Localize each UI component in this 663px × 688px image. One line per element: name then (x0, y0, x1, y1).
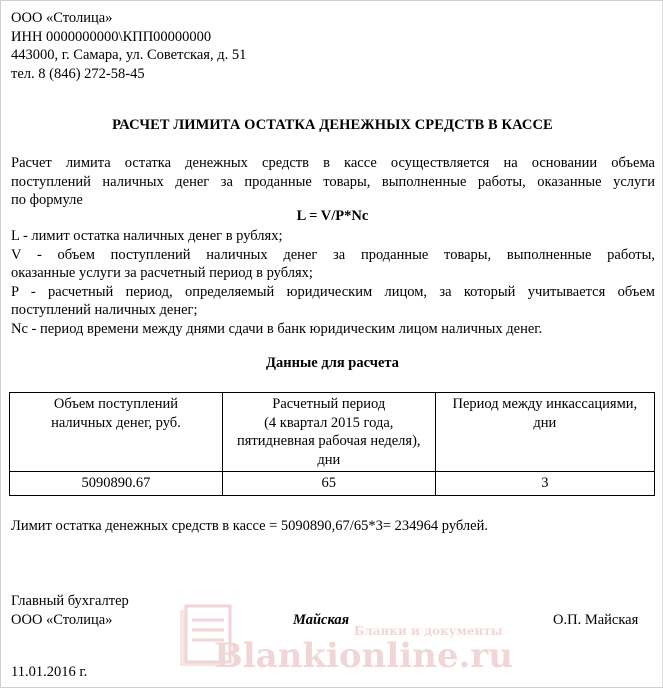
signature-org: ООО «Столица» (11, 612, 113, 628)
value-volume: 5090890.67 (10, 472, 223, 496)
organization-header (11, 9, 246, 83)
limit-result: Лимит остатка денежных средств в кассе = 5090890,67/65*3= 234964 рублей. (11, 518, 488, 534)
definition-P-line-2: поступлений наличных денег; (11, 302, 198, 318)
definitions (11, 227, 655, 338)
signature-name: О.П. Майская (553, 612, 639, 628)
formula: L = V/P*Nc (296, 208, 369, 224)
header-cell-collection-period (435, 393, 654, 472)
header-volume-line-2: наличных денег, руб. (51, 414, 181, 431)
header-period-line-1: Расчетный период (272, 396, 386, 412)
intro-line-1: Расчет лимита остатка денежных средств в кассе осуществляется на основании объема (11, 155, 655, 171)
table-title: Данные для расчета (266, 355, 399, 371)
header-period-line-2: (4 квартал 2015 года, (264, 414, 394, 431)
table-row (10, 472, 655, 496)
intro-line-3: по формуле (11, 192, 83, 208)
header-cell-volume (10, 393, 223, 472)
header-period-line-4: дни (317, 451, 341, 468)
header-collection-line-1: Период между инкассациями, (452, 396, 638, 412)
header-collection-line-2: дни (533, 414, 557, 431)
value-period: 65 (222, 472, 435, 496)
header-period-line-3: пятидневная рабочая неделя), (236, 433, 421, 449)
document-title: РАСЧЕТ ЛИМИТА ОСТАТКА ДЕНЕЖНЫХ СРЕДСТВ В КАССЕ (112, 117, 553, 133)
org-name: ООО «Столица» (11, 10, 113, 26)
definition-P-line-1: P - расчетный период, определяемый юридическим лицом, за который учитывается объем (11, 283, 655, 300)
watermark-subtitle: Бланки и документы (354, 624, 503, 638)
definition-V-line-1: V - объем поступлений наличных денег за проданные товары, выполненные работы, (11, 246, 655, 263)
watermark-brand: Blankionline.ru (214, 636, 513, 676)
org-inn: ИНН 0000000000\КПП00000000 (11, 28, 212, 45)
header-cell-period (222, 393, 435, 472)
header-volume-line-1: Объем поступлений (53, 396, 178, 412)
signature-position: Главный бухгалтер (11, 593, 129, 609)
definition-Nc: Nc - период времени между днями сдачи в банк юридическим лицом наличных денег. (11, 320, 543, 337)
table-header-row (10, 393, 655, 472)
definition-L: L - лимит остатка наличных денег в рублях; (11, 228, 283, 244)
document-date: 11.01.2016 г. (11, 664, 88, 680)
org-address: 443000, г. Самара, ул. Советская, д. 51 (11, 47, 247, 63)
org-phone: тел. 8 (846) 272-58-45 (11, 65, 145, 82)
definition-V-line-2: оказанные услуги за расчетный период в рублях; (11, 265, 313, 281)
signature-handwritten: Майская (293, 612, 350, 628)
intro-line-2: поступлений наличных денег за проданные товары, выполненные работы, оказанные услуги (11, 173, 655, 190)
calculation-table (9, 392, 655, 496)
watermark (176, 586, 516, 686)
value-collection-period: 3 (435, 472, 654, 496)
intro-paragraph (11, 154, 655, 210)
